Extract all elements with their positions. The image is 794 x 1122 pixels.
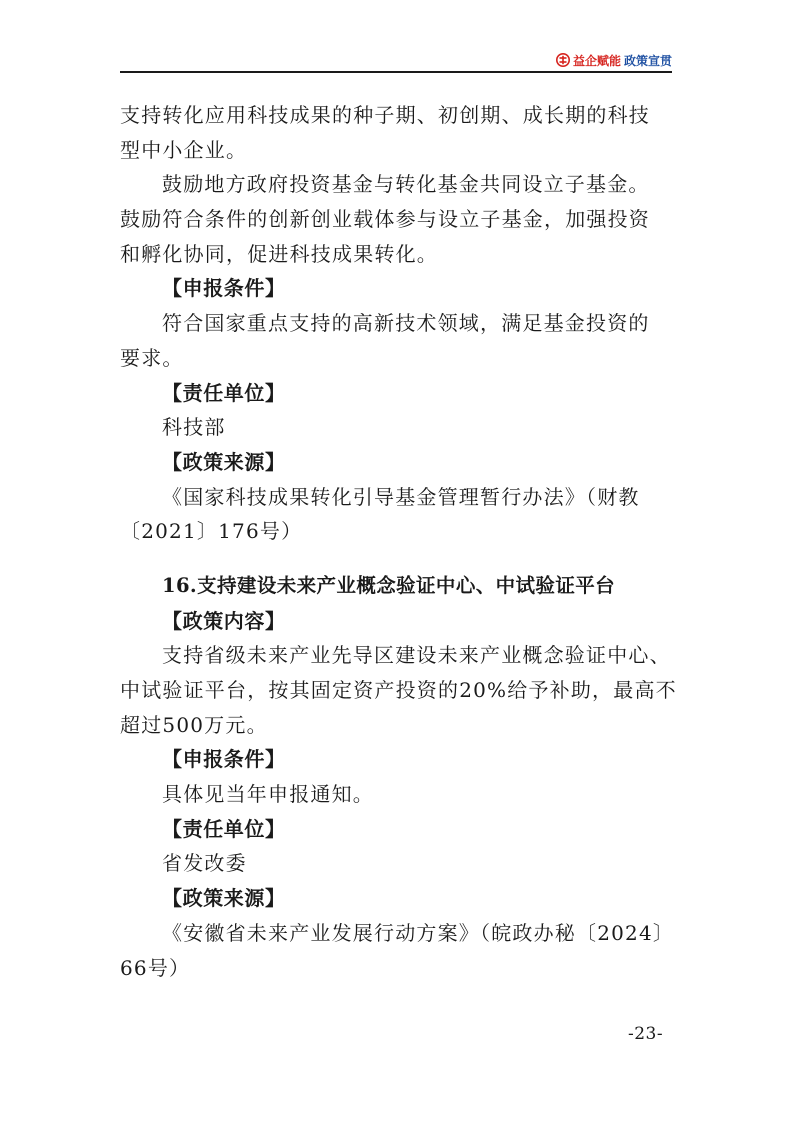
paragraph-line: 66号） (120, 955, 191, 980)
paragraph-line: 鼓励地方政府投资基金与转化基金共同设立子基金。 (162, 172, 650, 197)
section-gap (120, 549, 676, 569)
section-label-conditions: 【申报条件】 (162, 276, 286, 301)
document-body (120, 98, 676, 985)
paragraph-line: 型中小企业。 (120, 137, 248, 162)
brand-emblem-icon (556, 53, 570, 67)
paragraph-line: 支持转化应用科技成果的种子期、初创期、成长期的科技 (120, 103, 650, 127)
section-label-conditions: 【申报条件】 (162, 747, 286, 772)
page-number: -23- (628, 1024, 664, 1044)
paragraph-line: 支持省级未来产业先导区建设未来产业概念验证中心、 (162, 643, 671, 668)
page-header (120, 48, 672, 72)
paragraph-line: 《安徽省未来产业发展行动方案》（皖政办秘〔2024〕 (162, 920, 675, 945)
section-label-unit: 【责任单位】 (162, 816, 286, 841)
paragraph-line: 超过500万元。 (120, 712, 268, 737)
paragraph-line: 要求。 (120, 345, 184, 370)
section-label-source: 【政策来源】 (162, 886, 286, 911)
section-label-unit: 【责任单位】 (162, 380, 286, 405)
brand-name-red: 益企赋能 (572, 53, 621, 68)
header-divider (120, 71, 672, 73)
section-label-content: 【政策内容】 (162, 608, 286, 633)
brand-name-blue: 政策宣贯 (623, 53, 672, 68)
paragraph-line: 具体见当年申报通知。 (162, 782, 374, 807)
paragraph-line: 鼓励符合条件的创新创业载体参与设立子基金，加强投资 (120, 207, 650, 232)
section-label-source: 【政策来源】 (162, 449, 286, 474)
paragraph-line: 《国家科技成果转化引导基金管理暂行办法》（财教 (162, 484, 640, 509)
paragraph-line: 和孵化协同，促进科技成果转化。 (120, 241, 438, 266)
paragraph-line: 符合国家重点支持的高新技术领域，满足基金投资的 (162, 311, 650, 336)
paragraph-line: 省发改委 (162, 851, 247, 876)
paragraph-line: 中试验证平台，按其固定资产投资的20%给予补助，最高不 (120, 678, 677, 702)
section-heading: 16.支持建设未来产业概念验证中心、中试验证平台 (162, 573, 616, 597)
brand-logo (556, 52, 672, 68)
paragraph-line: 科技部 (162, 415, 226, 440)
paragraph-line: 〔2021〕176号） (120, 519, 303, 544)
